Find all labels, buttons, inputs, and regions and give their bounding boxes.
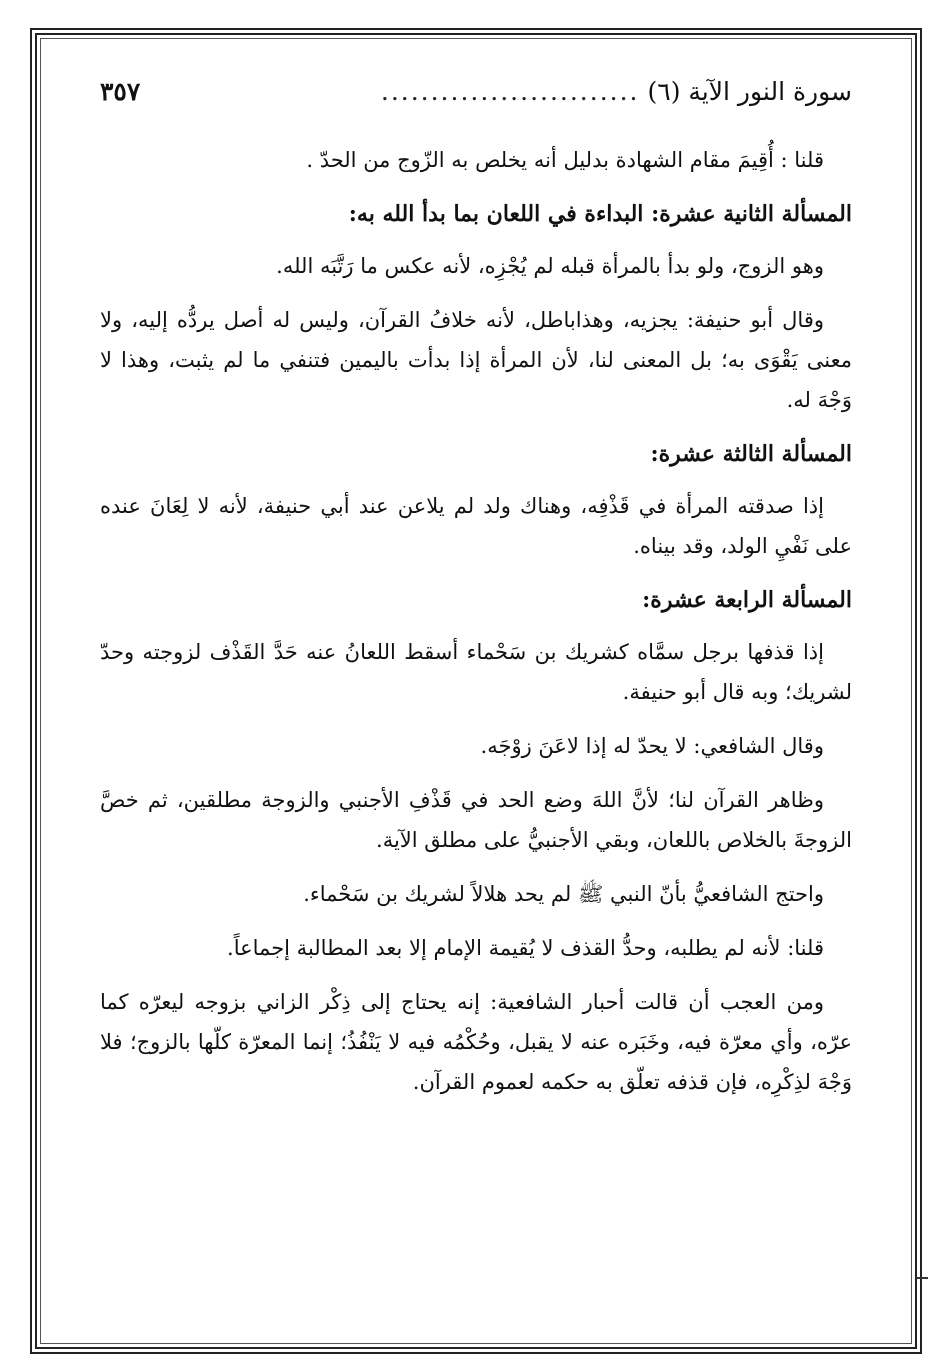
paragraph: وقال أبو حنيفة: يجزيه، وهذاباطل، لأنه خلافُ القرآن، وليس له أصل يردُّه إليه، ولا معنى يَقْوَى به؛ بل المعنى لنا، لأن المرأة إذا بدأت باليمين فتنفي ما لم يثبت، وهذا لا وَجْهَ له. xyxy=(100,308,852,412)
paragraph: إذا صدقته المرأة في قَذْفِه، وهناك ولد لم يلاعن عند أبي حنيفة، لأنه لا لِعَانَ عنده على نَفْيِ الولد، وقد بيناه. xyxy=(100,494,852,558)
paragraph: وهو الزوج، ولو بدأ بالمرأة قبله لم يُجْزِه، لأنه عكس ما رَتَّبَه الله. xyxy=(276,254,824,278)
margin-mark xyxy=(916,1277,928,1279)
paragraph: ومن العجب أن قالت أحبار الشافعية: إنه يحتاج إلى ذِكْر الزاني بزوجه ليعرّه كما عرّه، وأي معرّة فيه، وخَبَره عنه لا يقبل، وحُكْمُه فيه لا يَنْفُذُ؛ إنما المعرّة كلّها بالزوج؛ فلا وَجْهَ لذِكْرِه، فإن قذفه تعلّق به حكمه لعموم القرآن. xyxy=(100,990,852,1094)
header-title: سورة النور الآية (٦) xyxy=(647,77,852,106)
section-heading: المسألة الثانية عشرة: البداءة في اللعان بما بدأ الله به: xyxy=(348,201,852,227)
header-leader-dots: .......................... xyxy=(380,77,640,106)
section-heading: المسألة الرابعة عشرة: xyxy=(642,587,852,613)
paragraph: قلنا : أُقِيمَ مقام الشهادة بدليل أنه يخلص به الزّوج من الحدّ . xyxy=(306,148,824,172)
paragraph: قلنا: لأنه لم يطلبه، وحدُّ القذف لا يُقيمة الإمام إلا بعد المطالبة إجماعاً. xyxy=(227,936,824,960)
paragraph: وظاهر القرآن لنا؛ لأنَّ اللهَ وضع الحد في قَذْفِ الأجنبي والزوجة مطلقين، ثم خصَّ الزوجةَ بالخلاص باللعان، وبقي الأجنبيُّ على مطلق الآية. xyxy=(100,788,852,852)
paragraph: وقال الشافعي: لا يحدّ له إذا لاعَنَ زوْجَه. xyxy=(480,734,824,758)
paragraph: إذا قذفها برجل سمَّاه كشريك بن سَحْماء أسقط اللعانُ عنه حَدَّ القَذْف لزوجته وحدّ لشريك؛ وبه قال أبو حنيفة. xyxy=(100,640,852,704)
running-header xyxy=(100,72,852,112)
page-content xyxy=(100,72,852,1302)
section-heading: المسألة الثالثة عشرة: xyxy=(650,441,852,467)
paragraph: واحتج الشافعيُّ بأنّ النبي ﷺ لم يحد هلالاً لشريك بن سَحْماء. xyxy=(303,882,824,906)
page-number: ٣٥٧ xyxy=(100,77,141,106)
